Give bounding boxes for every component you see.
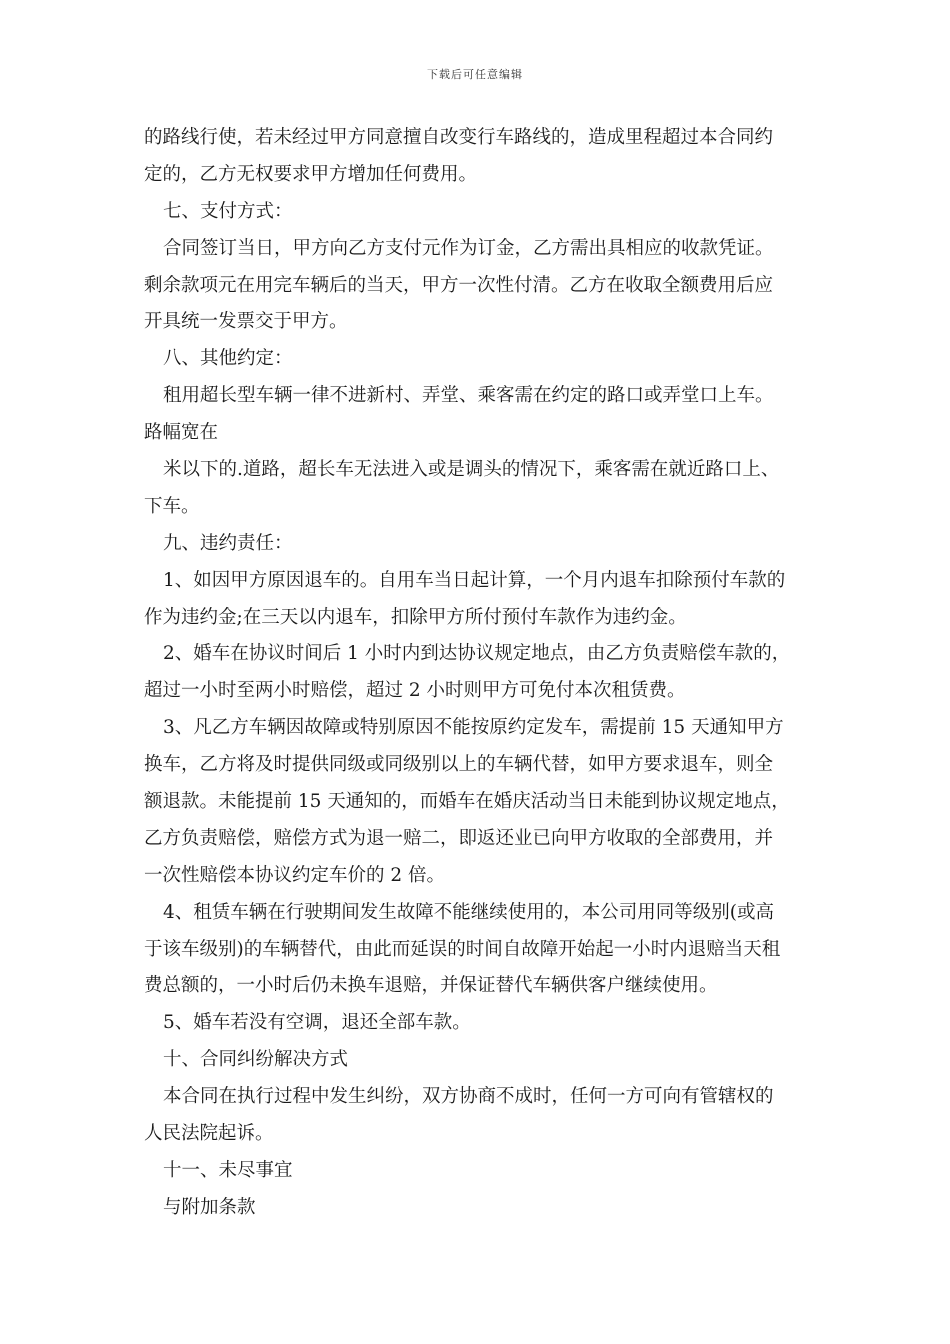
text-line: 七、支付方式： xyxy=(163,200,293,222)
text-line: 与附加条款 xyxy=(163,1196,256,1218)
text-line: 米以下的.道路，超长车无法进入或是调头的情况下，乘客需在就近路口上、 xyxy=(163,459,780,481)
text-line: 作为违约金;在三天以内退车，扣除甲方所付预付车款作为违约金。 xyxy=(144,606,687,628)
text-line: 人民法院起诉。 xyxy=(144,1123,274,1145)
text-line: 九、违约责任： xyxy=(163,532,293,554)
text-line: 本合同在执行过程中发生纠纷，双方协商不成时，任何一方可向有管辖权的 xyxy=(163,1086,774,1108)
page-header: 下载后可任意编辑 xyxy=(427,68,523,81)
text-line: 十、合同纠纷解决方式 xyxy=(163,1049,349,1071)
text-line: 额退款。未能提前 15 天通知的，而婚车在婚庆活动当日未能到协议规定地点， xyxy=(144,791,790,813)
document-body xyxy=(144,120,808,1227)
text-line: 下车。 xyxy=(144,495,200,517)
text-line: 于该车级别)的车辆替代，由此而延误的时间自故障开始起一小时内退赔当天租 xyxy=(144,938,781,960)
text-line: 一次性赔偿本协议约定车价的 2 倍。 xyxy=(144,864,446,886)
text-line: 5、婚车若没有空调，退还全部车款。 xyxy=(163,1012,471,1034)
text-line: 的路线行使，若未经过甲方同意擅自改变行车路线的，造成里程超过本合同约 xyxy=(144,127,774,148)
text-line: 定的，乙方无权要求甲方增加任何费用。 xyxy=(144,163,478,185)
text-line: 八、其他约定： xyxy=(163,348,293,370)
text-line: 十一、未尽事宜 xyxy=(163,1159,293,1181)
text-line: 超过一小时至两小时赔偿，超过 2 小时则甲方可免付本次租赁费。 xyxy=(144,680,686,702)
text-line: 乙方负责赔偿，赔偿方式为退一赔二，即返还业已向甲方收取的全部费用，并 xyxy=(144,827,774,849)
text-line: 1、如因甲方原因退车的。自用车当日起计算，一个月内退车扣除预付车款的 xyxy=(163,569,786,591)
text-line: 路幅宽在 xyxy=(144,422,219,444)
text-line: 换车，乙方将及时提供同级或同级别以上的车辆代替，如甲方要求退车，则全 xyxy=(144,754,774,776)
text-line: 3、凡乙方车辆因故障或特别原因不能按原约定发车，需提前 15 天通知甲方 xyxy=(163,717,784,739)
text-line: 4、租赁车辆在行驶期间发生故障不能继续使用的，本公司用同等级别(或高 xyxy=(163,901,774,923)
text-line: 剩余款项元在用完车辆后的当天，甲方一次性付清。乙方在收取全额费用后应 xyxy=(144,274,774,296)
text-line: 费总额的，一小时后仍未换车退赔，并保证替代车辆供客户继续使用。 xyxy=(144,975,718,997)
text-line: 合同签订当日，甲方向乙方支付元作为订金，乙方需出具相应的收款凭证。 xyxy=(163,237,774,259)
text-line: 租用超长型车辆一律不进新村、弄堂、乘客需在约定的路口或弄堂口上车。 xyxy=(163,385,774,407)
text-line: 开具统一发票交于甲方。 xyxy=(144,311,348,333)
text-line: 2、婚车在协议时间后 1 小时内到达协议规定地点，由乙方负责赔偿车款的， xyxy=(163,643,791,665)
